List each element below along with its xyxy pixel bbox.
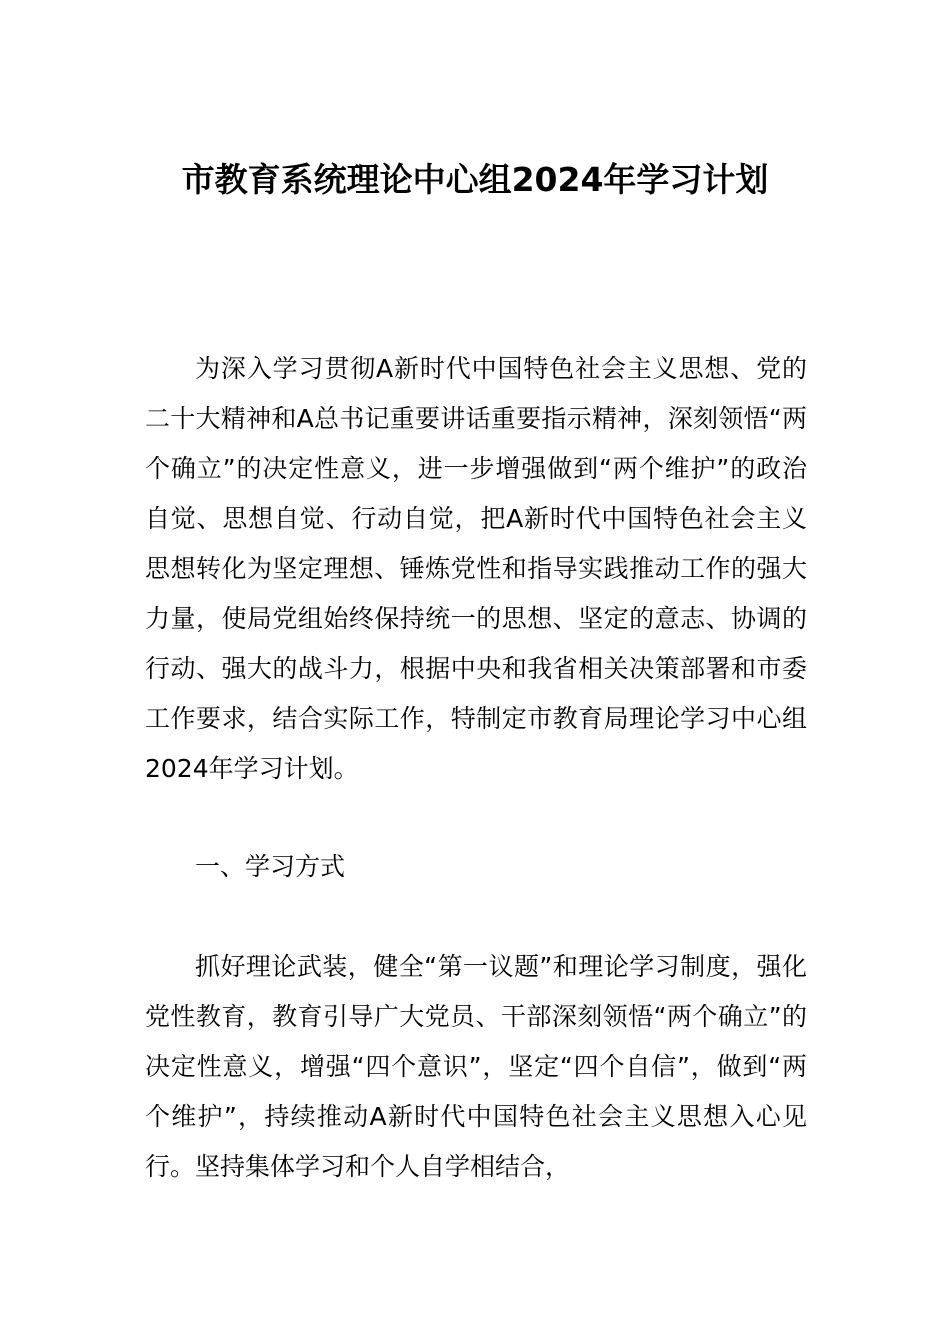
intro-paragraph: 为深入学习贯彻A新时代中国特色社会主义思想、党的二十大精神和A总书记重要讲话重要指示精神，深刻领悟“两个确立”的决定性意义，进一步增强做到“两个维护”的政治自觉、思想自觉、行动自觉，把A新时代中国特色社会主义思想转化为坚定理想、锤炼党性和指导实践推动工作的强大力量，使局党组始终保持统一的思想、坚定的意志、协调的行动、强大的战斗力，根据中央和我省相关决策部署和市委工作要求，结合实际工作，特制定市教育局理论学习中心组2024年学习计划。 [145,354,807,783]
section-body-paragraph: 抓好理论武装，健全“第一议题”和理论学习制度，强化党性教育，教育引导广大党员、干部深刻领悟“两个确立”的决定性意义，增强“四个意识”，坚定“四个自信”，做到“两个维护”，持续推动A新时代中国特色社会主义思想入心见行。坚持集体学习和个人自学相结合， [145,952,807,1181]
section-heading-learning-method: 一、学习方式 [195,852,346,881]
document-title: 市教育系统理论中心组2024年学习计划 [181,160,769,199]
